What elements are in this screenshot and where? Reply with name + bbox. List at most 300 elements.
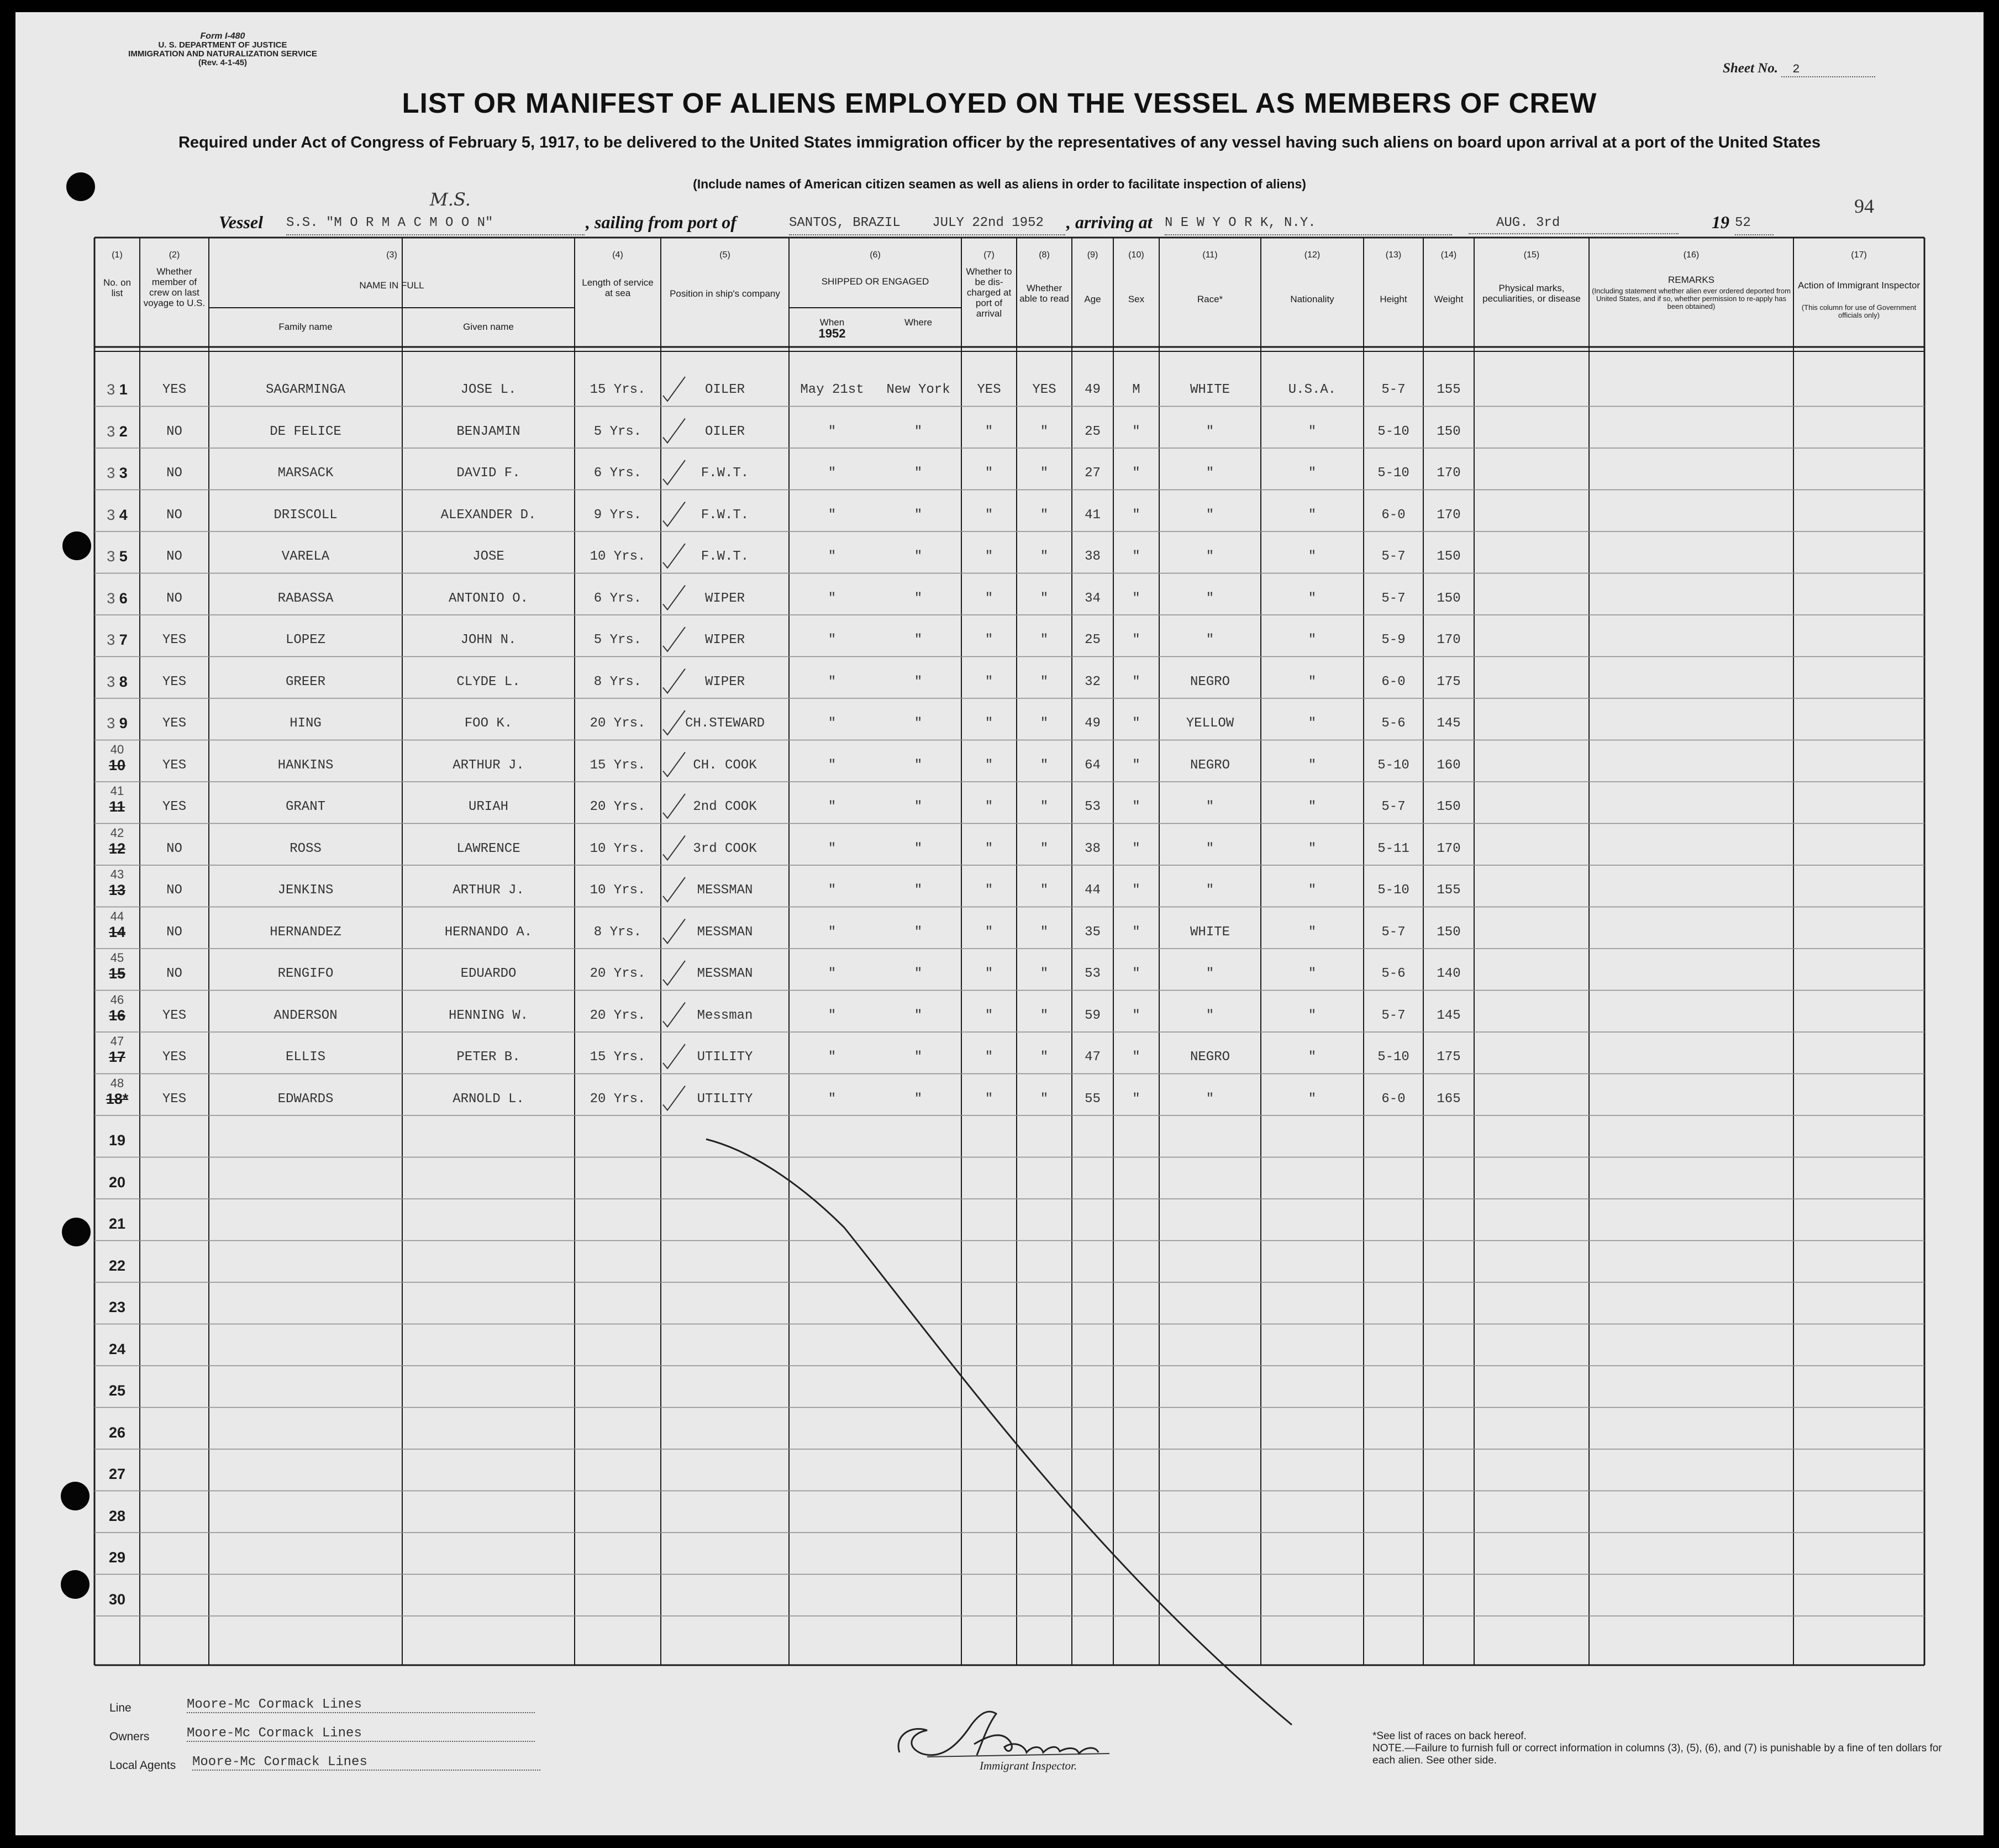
row-number-value: 9 bbox=[119, 715, 128, 731]
cell-position: Messman bbox=[697, 1008, 753, 1023]
cell-discharged: " bbox=[985, 424, 993, 439]
empty-row-number: 26 bbox=[108, 1424, 126, 1441]
cell-where: " bbox=[914, 799, 923, 814]
cell-where: " bbox=[914, 507, 923, 523]
cell-read: " bbox=[1040, 1091, 1049, 1107]
cell-service: 20 Yrs. bbox=[590, 716, 646, 731]
cell-height: 5-7 bbox=[1381, 799, 1406, 814]
row-number bbox=[94, 507, 140, 524]
header-sex: Sex bbox=[1128, 294, 1145, 304]
column-number: (7) bbox=[983, 250, 995, 260]
cell-member: NO bbox=[166, 591, 182, 606]
header-whether-member: Whether member of crew on last voyage to U.S. bbox=[143, 266, 206, 308]
cell-family: EDWARDS bbox=[277, 1091, 334, 1107]
cell-sex: " bbox=[1132, 841, 1140, 856]
cell-given: BENJAMIN bbox=[456, 424, 520, 439]
cell-weight: 175 bbox=[1437, 674, 1461, 689]
cell-service: 20 Yrs. bbox=[590, 1091, 646, 1107]
cell-when: " bbox=[828, 924, 837, 940]
header-position: Position in ship's company bbox=[670, 288, 780, 299]
header-when-year: 1952 bbox=[818, 327, 846, 340]
cell-sex: " bbox=[1132, 924, 1140, 940]
cell-nationality: " bbox=[1308, 1091, 1317, 1107]
cell-race: " bbox=[1206, 799, 1214, 814]
renumbered-row-number: 42 bbox=[110, 825, 124, 840]
cell-race: " bbox=[1206, 549, 1214, 564]
page-stamp: 94 bbox=[1854, 195, 1874, 217]
cell-read: " bbox=[1040, 841, 1049, 856]
cell-where: " bbox=[914, 466, 923, 481]
cell-race: " bbox=[1206, 1008, 1214, 1023]
cell-height: 5-10 bbox=[1377, 883, 1409, 898]
cell-nationality: " bbox=[1308, 674, 1317, 689]
cell-position: CH.STEWARD bbox=[685, 716, 765, 731]
column-number: (2) bbox=[169, 250, 180, 260]
header-action: Action of Immigrant Inspector bbox=[1797, 280, 1921, 291]
column-number: (9) bbox=[1087, 250, 1098, 260]
cell-read: " bbox=[1040, 1008, 1049, 1023]
cell-family: DE FELICE bbox=[270, 424, 341, 439]
header-nationality: Nationality bbox=[1290, 294, 1334, 304]
cell-age: 49 bbox=[1085, 716, 1101, 731]
cell-position: WIPER bbox=[704, 591, 745, 606]
cell-height: 5-10 bbox=[1377, 1050, 1409, 1065]
cell-when: " bbox=[828, 757, 837, 773]
year-value: 52 bbox=[1735, 215, 1774, 235]
cell-service: 20 Yrs. bbox=[590, 799, 646, 814]
renumbered-row-number: 43 bbox=[110, 867, 124, 881]
column-number: (13) bbox=[1385, 250, 1402, 260]
cell-given: CLYDE L. bbox=[456, 674, 520, 689]
cell-sex: " bbox=[1132, 633, 1140, 647]
manifest-sheet bbox=[15, 12, 1984, 1835]
cell-race: " bbox=[1206, 424, 1214, 439]
cell-weight: 165 bbox=[1437, 1091, 1461, 1107]
cell-nationality: " bbox=[1308, 841, 1317, 856]
header-race: Race* bbox=[1197, 294, 1223, 304]
cell-race: NEGRO bbox=[1190, 1050, 1230, 1065]
column-number: (1) bbox=[112, 250, 123, 260]
cell-nationality: " bbox=[1308, 883, 1317, 898]
empty-row-number: 20 bbox=[108, 1173, 126, 1191]
renumbered-row-number: 47 bbox=[110, 1034, 124, 1048]
cell-position: OILER bbox=[704, 382, 745, 397]
cell-service: 5 Yrs. bbox=[593, 424, 642, 439]
cell-read: " bbox=[1040, 924, 1049, 940]
cell-where: " bbox=[914, 591, 923, 606]
cell-position: 3rd COOK bbox=[693, 841, 757, 856]
row-number bbox=[94, 673, 140, 691]
row-number-prefix: 3 bbox=[107, 673, 119, 690]
header-length-service: Length of service at sea bbox=[582, 277, 654, 298]
cell-read: " bbox=[1040, 507, 1049, 523]
cell-service: 8 Yrs. bbox=[593, 674, 642, 689]
cancel-line bbox=[706, 1139, 1292, 1725]
row-number-prefix: 3 bbox=[107, 715, 119, 731]
cell-sex: M bbox=[1132, 382, 1140, 397]
cell-member: NO bbox=[166, 841, 182, 856]
cell-nationality: " bbox=[1308, 966, 1317, 981]
row-number bbox=[94, 825, 140, 857]
cell-family: RABASSA bbox=[277, 591, 334, 606]
cell-weight: 140 bbox=[1437, 966, 1461, 981]
sheet-value: 2 bbox=[1781, 62, 1875, 77]
cell-given: DAVID F. bbox=[456, 466, 520, 481]
races-note: *See list of races on back hereof. bbox=[1372, 1730, 1527, 1742]
sailing-label: , sailing from port of bbox=[586, 212, 737, 232]
cell-member: YES bbox=[162, 1091, 187, 1107]
cell-nationality: " bbox=[1308, 757, 1317, 773]
cell-member: YES bbox=[162, 674, 187, 689]
cell-age: 41 bbox=[1085, 507, 1101, 523]
year-label: 19 bbox=[1712, 212, 1729, 232]
cell-age: 38 bbox=[1085, 549, 1101, 564]
inspector-label: Immigrant Inspector. bbox=[980, 1759, 1077, 1772]
renumbered-row-number: 46 bbox=[110, 992, 124, 1007]
cell-where: " bbox=[914, 841, 923, 856]
row-number-value: 1 bbox=[119, 381, 128, 398]
cell-given: JOSE bbox=[472, 549, 504, 564]
cell-race: NEGRO bbox=[1190, 674, 1230, 689]
arriving-label: , arriving at bbox=[1066, 212, 1153, 232]
cell-age: 49 bbox=[1085, 382, 1101, 397]
cell-family: VARELA bbox=[281, 549, 330, 564]
cell-where: " bbox=[914, 549, 923, 564]
cell-read: " bbox=[1040, 757, 1049, 773]
cell-sex: " bbox=[1132, 966, 1140, 981]
cell-where: " bbox=[914, 716, 923, 731]
cell-nationality: " bbox=[1308, 716, 1317, 731]
cell-discharged: " bbox=[985, 924, 993, 940]
cell-service: 20 Yrs. bbox=[590, 966, 646, 981]
row-number bbox=[94, 548, 140, 565]
cell-discharged: " bbox=[985, 466, 993, 481]
cell-height: 5-6 bbox=[1381, 716, 1406, 731]
cell-age: 55 bbox=[1085, 1091, 1101, 1107]
cell-weight: 150 bbox=[1437, 549, 1461, 564]
cell-family: RENGIFO bbox=[277, 966, 334, 981]
row-number bbox=[94, 1034, 140, 1066]
cell-family: MARSACK bbox=[277, 466, 334, 481]
cell-family: HERNANDEZ bbox=[270, 924, 341, 940]
vessel-name: S.S. "M O R M A C M O O N" bbox=[286, 215, 585, 235]
cell-family: ELLIS bbox=[285, 1050, 325, 1065]
handwritten-ms-note: M.S. bbox=[430, 189, 471, 210]
cell-nationality: " bbox=[1308, 549, 1317, 564]
cell-where: New York bbox=[886, 382, 950, 397]
cell-age: 44 bbox=[1085, 883, 1101, 898]
row-number-prefix: 3 bbox=[107, 465, 119, 481]
cell-race: YELLOW bbox=[1186, 716, 1234, 731]
penalty-note: NOTE.—Failure to furnish full or correct information in columns (3), (5), (6), and (7) is punishable by a fine of ten dollars for each alien. See other side. bbox=[1372, 1742, 1942, 1766]
sheet-label: Sheet No. bbox=[1723, 61, 1778, 76]
cell-discharged: " bbox=[985, 1008, 993, 1023]
cell-family: GREER bbox=[285, 674, 325, 689]
cell-height: 5-7 bbox=[1381, 1008, 1406, 1023]
cell-race: " bbox=[1206, 1091, 1214, 1107]
cell-discharged: " bbox=[985, 591, 993, 606]
header-remarks: REMARKS bbox=[1667, 275, 1715, 285]
row-number bbox=[94, 1076, 140, 1108]
row-number bbox=[94, 992, 140, 1024]
cell-read: " bbox=[1040, 966, 1049, 981]
cell-when: " bbox=[828, 424, 837, 439]
row-number-value: 4 bbox=[119, 506, 128, 523]
cell-weight: 175 bbox=[1437, 1050, 1461, 1065]
cell-weight: 150 bbox=[1437, 424, 1461, 439]
cell-service: 8 Yrs. bbox=[593, 924, 642, 940]
cell-race: WHITE bbox=[1190, 924, 1230, 940]
cell-member: YES bbox=[162, 1050, 187, 1065]
renumbered-row-number: 48 bbox=[110, 1076, 124, 1090]
cell-member: NO bbox=[166, 424, 182, 439]
cell-when: " bbox=[828, 507, 837, 523]
header-able-read: Whether able to read bbox=[1019, 283, 1069, 304]
cell-where: " bbox=[914, 966, 923, 981]
cell-position: UTILITY bbox=[697, 1091, 753, 1107]
cell-given: ANTONIO O. bbox=[448, 591, 529, 606]
cell-given: HERNANDO A. bbox=[444, 924, 533, 940]
cell-position: F.W.T. bbox=[701, 466, 749, 481]
row-number bbox=[94, 784, 140, 815]
cell-nationality: " bbox=[1308, 799, 1317, 814]
cell-position: MESSMAN bbox=[697, 924, 753, 940]
cell-read: " bbox=[1040, 883, 1049, 898]
cell-service: 15 Yrs. bbox=[590, 1050, 646, 1065]
cell-discharged: " bbox=[985, 1050, 993, 1065]
cell-race: " bbox=[1206, 466, 1214, 481]
cell-when: " bbox=[828, 549, 837, 564]
cell-sex: " bbox=[1132, 507, 1140, 523]
header-physical-marks: Physical marks, peculiarities, or disease bbox=[1482, 283, 1581, 304]
cell-given: ARTHUR J. bbox=[453, 757, 524, 773]
cell-position: MESSMAN bbox=[697, 883, 753, 898]
cell-discharged: " bbox=[985, 633, 993, 647]
header-when: When bbox=[819, 317, 845, 328]
cell-discharged: YES bbox=[977, 382, 1001, 397]
original-row-number: 10 bbox=[108, 756, 126, 773]
empty-row-number: 29 bbox=[108, 1549, 126, 1566]
cell-weight: 145 bbox=[1437, 1008, 1461, 1023]
row-number-value: 3 bbox=[119, 465, 128, 481]
cell-given: JOSE L. bbox=[460, 382, 517, 397]
cell-read: " bbox=[1040, 799, 1049, 814]
renumbered-row-number: 45 bbox=[110, 951, 124, 965]
renumbered-row-number: 41 bbox=[110, 784, 124, 798]
column-number: (10) bbox=[1128, 250, 1144, 260]
cell-position: F.W.T. bbox=[701, 549, 749, 564]
cell-age: 64 bbox=[1085, 757, 1101, 773]
cell-discharged: " bbox=[985, 674, 993, 689]
cell-age: 47 bbox=[1085, 1050, 1101, 1065]
cell-height: 5-10 bbox=[1377, 424, 1409, 439]
cell-where: " bbox=[914, 1050, 923, 1065]
cell-read: " bbox=[1040, 591, 1049, 606]
cell-nationality: " bbox=[1308, 924, 1317, 940]
cell-sex: " bbox=[1132, 1050, 1140, 1065]
cell-position: WIPER bbox=[704, 633, 745, 647]
row-number bbox=[94, 909, 140, 941]
header-name-in-full: NAME IN FULL bbox=[359, 280, 424, 291]
row-number bbox=[94, 631, 140, 649]
cell-sex: " bbox=[1132, 757, 1140, 773]
empty-row-number: 28 bbox=[108, 1507, 126, 1524]
cell-age: 35 bbox=[1085, 924, 1101, 940]
cell-discharged: " bbox=[985, 841, 993, 856]
row-number bbox=[94, 465, 140, 482]
empty-row-number: 21 bbox=[108, 1215, 126, 1232]
cell-race: " bbox=[1206, 883, 1214, 898]
cell-when: " bbox=[828, 466, 837, 481]
cell-member: YES bbox=[162, 382, 187, 397]
cell-where: " bbox=[914, 883, 923, 898]
cell-nationality: " bbox=[1308, 1050, 1317, 1065]
empty-row-number: 22 bbox=[108, 1257, 126, 1274]
form-revision: (Rev. 4-1-45) bbox=[198, 58, 248, 67]
cell-given: ARNOLD L. bbox=[453, 1091, 524, 1107]
cell-when: " bbox=[828, 799, 837, 814]
cell-family: GRANT bbox=[285, 799, 325, 814]
footnotes bbox=[1372, 1730, 1953, 1767]
cell-service: 15 Yrs. bbox=[590, 757, 646, 773]
cell-given: HENNING W. bbox=[448, 1008, 529, 1023]
cell-family: HING bbox=[290, 716, 322, 731]
line-value: Moore-Mc Cormack Lines bbox=[187, 1697, 535, 1713]
empty-row-number: 24 bbox=[108, 1340, 126, 1357]
cell-nationality: " bbox=[1308, 633, 1317, 647]
cell-discharged: " bbox=[985, 799, 993, 814]
cell-height: 6-0 bbox=[1381, 674, 1406, 689]
cell-sex: " bbox=[1132, 716, 1140, 731]
cell-weight: 155 bbox=[1437, 382, 1461, 397]
cell-given: PETER B. bbox=[456, 1050, 520, 1065]
cell-discharged: " bbox=[985, 716, 993, 731]
cell-race: " bbox=[1206, 966, 1214, 981]
cell-age: 38 bbox=[1085, 841, 1101, 856]
cell-discharged: " bbox=[985, 1091, 993, 1107]
column-number: (15) bbox=[1523, 250, 1540, 260]
vessel-label: Vessel bbox=[219, 212, 263, 232]
form-number: Form I-480 bbox=[200, 31, 245, 41]
column-number: (11) bbox=[1202, 250, 1218, 260]
cell-sex: " bbox=[1132, 883, 1140, 898]
sailing-port: SANTOS, BRAZIL JULY 22nd 1952 bbox=[789, 215, 1065, 235]
cell-when: " bbox=[828, 966, 837, 981]
row-number bbox=[94, 715, 140, 732]
cell-service: 15 Yrs. bbox=[590, 382, 646, 397]
cell-service: 10 Yrs. bbox=[590, 883, 646, 898]
cell-nationality: " bbox=[1308, 424, 1317, 439]
cell-member: YES bbox=[162, 757, 187, 773]
row-number bbox=[94, 590, 140, 607]
cell-age: 34 bbox=[1085, 591, 1101, 606]
column-number: (16) bbox=[1683, 250, 1700, 260]
cell-sex: " bbox=[1132, 466, 1140, 481]
original-row-number: 16 bbox=[108, 1007, 126, 1024]
row-number-prefix: 3 bbox=[107, 631, 119, 648]
cell-age: 27 bbox=[1085, 466, 1101, 481]
cell-member: NO bbox=[166, 466, 182, 481]
row-number bbox=[94, 742, 140, 774]
column-number: (5) bbox=[719, 250, 730, 260]
cell-read: " bbox=[1040, 674, 1049, 689]
cell-race: " bbox=[1206, 507, 1214, 523]
row-number-prefix: 3 bbox=[107, 423, 119, 440]
cell-height: 5-10 bbox=[1377, 757, 1409, 773]
cell-sex: " bbox=[1132, 549, 1140, 564]
cell-service: 20 Yrs. bbox=[590, 1008, 646, 1023]
row-number-value: 2 bbox=[119, 423, 128, 440]
cell-member: YES bbox=[162, 1008, 187, 1023]
cell-nationality: " bbox=[1308, 591, 1317, 606]
cell-service: 6 Yrs. bbox=[593, 591, 642, 606]
header-where: Where bbox=[904, 317, 933, 328]
cell-weight: 145 bbox=[1437, 716, 1461, 731]
cell-discharged: " bbox=[985, 883, 993, 898]
cell-when: " bbox=[828, 883, 837, 898]
arrival-date: AUG. 3rd bbox=[1469, 215, 1679, 234]
cell-given: JOHN N. bbox=[460, 633, 517, 647]
row-number-prefix: 3 bbox=[107, 506, 119, 523]
cell-discharged: " bbox=[985, 549, 993, 564]
column-number: (14) bbox=[1440, 250, 1457, 260]
cell-height: 5-11 bbox=[1377, 841, 1409, 856]
cell-height: 5-9 bbox=[1381, 633, 1406, 647]
cell-service: 10 Yrs. bbox=[590, 549, 646, 564]
cell-age: 25 bbox=[1085, 424, 1101, 439]
cell-family: JENKINS bbox=[277, 883, 334, 898]
column-number: (12) bbox=[1304, 250, 1321, 260]
row-number bbox=[94, 423, 140, 440]
form-service: IMMIGRATION AND NATURALIZATION SERVICE bbox=[128, 49, 317, 59]
include-statement: (Include names of American citizen seamen as well as aliens in order to facilitate inspection of aliens) bbox=[693, 177, 1306, 191]
cell-when: " bbox=[828, 591, 837, 606]
inspector-signature bbox=[877, 1692, 1132, 1769]
column-number: (17) bbox=[1851, 250, 1867, 260]
cell-nationality: " bbox=[1308, 466, 1317, 481]
cell-member: YES bbox=[162, 799, 187, 814]
cell-when: " bbox=[828, 674, 837, 689]
cell-member: YES bbox=[162, 716, 187, 731]
page-title: LIST OR MANIFEST OF ALIENS EMPLOYED ON THE VESSEL AS MEMBERS OF CREW bbox=[402, 87, 1597, 119]
cell-race: " bbox=[1206, 841, 1214, 856]
cell-where: " bbox=[914, 424, 923, 439]
cell-weight: 170 bbox=[1437, 841, 1461, 856]
cell-age: 53 bbox=[1085, 799, 1101, 814]
original-row-number: 14 bbox=[108, 923, 126, 940]
header-age: Age bbox=[1084, 294, 1101, 304]
cell-where: " bbox=[914, 633, 923, 647]
cell-age: 59 bbox=[1085, 1008, 1101, 1023]
cell-where: " bbox=[914, 924, 923, 940]
cell-sex: " bbox=[1132, 424, 1140, 439]
column-number: (3) bbox=[386, 250, 397, 260]
cell-nationality: " bbox=[1308, 1008, 1317, 1023]
original-row-number: 15 bbox=[108, 965, 126, 982]
cell-family: LOPEZ bbox=[285, 633, 325, 647]
original-row-number: 13 bbox=[108, 882, 126, 898]
header-family-name: Family name bbox=[278, 322, 333, 332]
cell-family: HANKINS bbox=[277, 757, 334, 773]
cell-sex: " bbox=[1132, 674, 1140, 689]
cell-height: 6-0 bbox=[1381, 507, 1406, 523]
cell-member: NO bbox=[166, 966, 182, 981]
original-row-number: 18* bbox=[106, 1090, 129, 1107]
cell-service: 10 Yrs. bbox=[590, 841, 646, 856]
cell-position: 2nd COOK bbox=[693, 799, 757, 814]
cell-member: NO bbox=[166, 507, 182, 523]
cell-sex: " bbox=[1132, 1008, 1140, 1023]
